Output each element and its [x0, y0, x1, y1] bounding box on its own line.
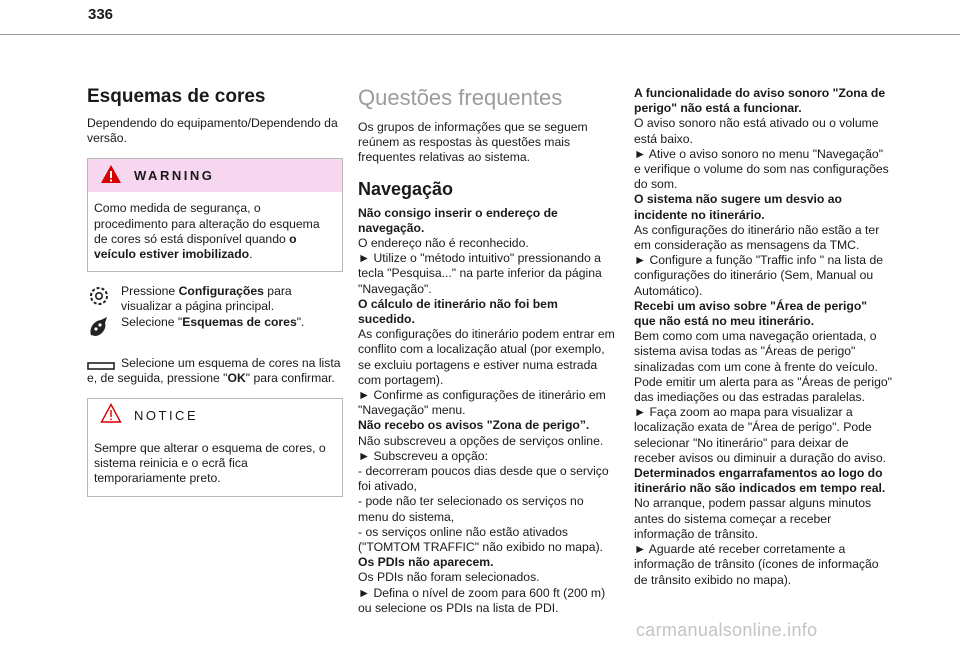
- step1-bold-c: Esquemas de cores: [182, 314, 297, 329]
- answer-3-3: - decorreram poucos dias desde que o serviço foi ativado,: [358, 464, 609, 494]
- answer-5-1: O aviso sonoro não está ativado ou o volume está baixo.: [634, 116, 879, 146]
- answer-6-2: ► Configure a função "Traffic info " na lista de configurações do itinerário (Sem, Manual ou Automático).: [634, 253, 884, 298]
- section-title-color-schemes: Esquemas de cores: [87, 86, 266, 107]
- answer-7-1: Bem como com uma navegação orientada, o sistema avisa todas as "Áreas de perigo" sinalizadas com um cone à frente do veículo. Pode emitir um alerta para as "Áreas de perigo" das imediações ou das estradas paralelas.: [634, 329, 892, 405]
- warning-bold: o veículo estiver imobilizado: [94, 231, 297, 262]
- step2-text: [87, 356, 343, 386]
- notice-header: [88, 399, 342, 432]
- warning-triangle-icon: [100, 164, 122, 188]
- question-7: Recebi um aviso sobre "Área de perigo" que não está no meu itinerário.: [634, 298, 868, 329]
- question-3: Não recebo os avisos "Zona de perigo”.: [358, 418, 590, 433]
- palette-icon: [87, 315, 121, 343]
- step-open-settings: [87, 284, 343, 343]
- answer-5-2: ► Ative o aviso sonoro no menu "Navegação" e verifique o volume do som nas configurações do som.: [634, 146, 889, 192]
- notice-triangle-icon: [100, 403, 122, 427]
- warning-box: [87, 158, 343, 272]
- answer-3-4: - pode não ter selecionado os serviços no menu do sistema,: [358, 494, 584, 524]
- step1-text-a: Pressione: [121, 284, 179, 299]
- notice-box: [87, 398, 343, 497]
- answer-3-5: - os serviços online não estão ativados ("TOMTOM TRAFFIC" não exibido no mapa).: [358, 524, 604, 555]
- color-schemes-column: [87, 86, 343, 497]
- warning-header: [88, 159, 342, 192]
- answer-7-2: ► Faça zoom ao mapa para visualizar a localização exata de "Área de perigo". Pode selecionar "No itinerário" para deixar de receber avisos ou diminuir a duração do aviso.: [634, 405, 887, 465]
- step2-text-b: " para confirmar.: [245, 370, 335, 385]
- warning-label: WARNING: [134, 168, 215, 184]
- question-4: Os PDIs não aparecem.: [358, 555, 494, 570]
- answer-3-2: ► Subscreveu a opção:: [358, 448, 488, 463]
- step-open-settings-text: [121, 284, 343, 343]
- answer-8-1: No arranque, podem passar alguns minutos antes do sistema começar a receber informação de trânsito.: [634, 496, 872, 541]
- answer-6-1: As configurações do itinerário não estão a ter em consideração as mensagens da TMC.: [634, 222, 880, 253]
- step1-text-d: ".: [296, 314, 305, 329]
- faq-column: [358, 86, 616, 616]
- faq-intro: Os grupos de informações que se seguem reúnem as respostas às questões mais frequentes relativas ao sistema.: [358, 120, 588, 165]
- question-8: Determinados engarrafamentos ao logo do itinerário não são indicados em tempo real.: [634, 466, 886, 496]
- step-select-scheme: [87, 356, 343, 386]
- step1-bold-a: Configurações: [178, 284, 264, 299]
- faq-column-continued: [634, 86, 892, 588]
- warning-body: [88, 192, 342, 271]
- gear-icon: [87, 284, 121, 312]
- subtitle-navigation: Navegação: [358, 178, 454, 199]
- notice-text: Sempre que alterar o esquema de cores, o sistema reinicia e o ecrã fica temporariamente preto.: [94, 441, 326, 486]
- step-icons: [87, 284, 121, 343]
- answer-8-2: ► Aguarde até receber corretamente a informação de trânsito (ícones de informação de trânsito exibido no mapa).: [634, 542, 879, 587]
- answer-1-2: ► Utilize o "método intuitivo" pressionando a tecla "Pesquisa..." na parte inferior da página "Navegação".: [358, 251, 602, 296]
- step1-text-c: Selecione ": [121, 314, 183, 329]
- notice-label: NOTICE: [134, 407, 199, 423]
- page-number: 336: [88, 6, 114, 23]
- question-6: O sistema não sugere um desvio ao incidente no itinerário.: [634, 192, 842, 222]
- intro-text: Dependendo do equipamento/Dependendo da versão.: [87, 116, 338, 146]
- section-title-faq: Questões frequentes: [358, 85, 563, 110]
- watermark: carmanualsonline.info: [636, 620, 818, 640]
- answer-4-1: Os PDIs não foram selecionados.: [358, 570, 540, 585]
- answer-2-1: As configurações do itinerário podem entrar em conflito com a localização atual (por exemplo, se excluiu portagens e estiver numa estrada com portagem).: [358, 327, 615, 387]
- warning-end: .: [249, 247, 253, 262]
- answer-3-1: Não subscreveu a opções de serviços online.: [358, 433, 604, 448]
- question-2: O cálculo de itinerário não foi bem sucedido.: [358, 296, 558, 327]
- answer-2-2: ► Confirme as configurações de itinerário em "Navegação" menu.: [358, 388, 606, 418]
- question-5: A funcionalidade do aviso sonoro "Zona de perigo" não está a funcionar.: [634, 86, 886, 116]
- step2-bold: OK: [227, 370, 246, 385]
- question-1: Não consigo inserir o endereço de navegação.: [358, 205, 558, 235]
- answer-1-1: O endereço não é reconhecido.: [358, 236, 529, 251]
- step1-text-b: para visualizar a página principal.: [121, 284, 292, 314]
- answer-4-2: ► Defina o nível de zoom para 600 ft (200 m) ou selecione os PDIs na lista de PDI.: [358, 585, 606, 615]
- warning-text: Como medida de segurança, o procedimento para alteração do esquema de cores só está disponível quando: [94, 201, 320, 246]
- step2-text-a: Selecione um esquema de cores na lista e, de seguida, pressione ": [87, 355, 341, 385]
- button-rectangle-icon: [87, 360, 115, 375]
- top-divider: [0, 34, 960, 35]
